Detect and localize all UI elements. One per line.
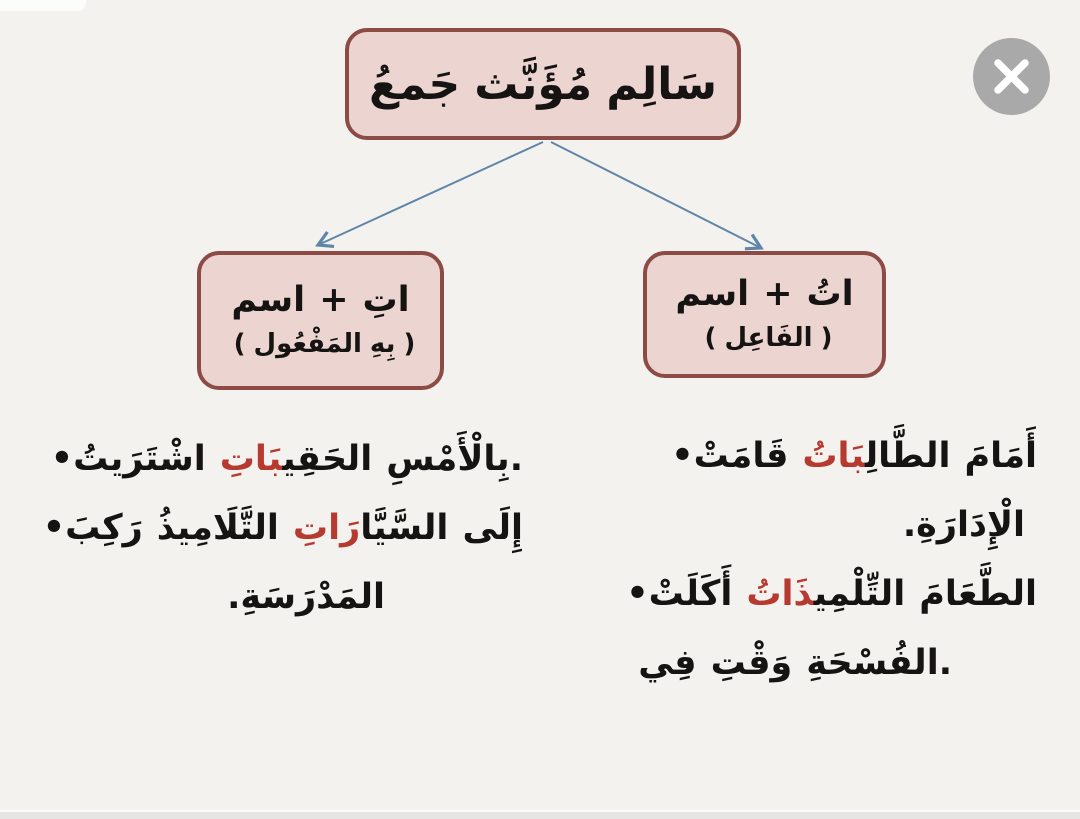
branch-role-text: ( الفَاعِل )	[704, 322, 833, 353]
close-button[interactable]	[973, 38, 1050, 115]
title-box	[345, 28, 741, 140]
example-line: • أَكَلَتْ التِّلْمِيذَاتُ الطَّعَامَ	[626, 573, 1037, 614]
arrow-to-right-branch	[551, 142, 761, 248]
bottom-bar	[0, 810, 1080, 819]
branch-box-subject	[643, 251, 886, 378]
example-line: • قَامَتْ الطَّالِبَاتُ أَمَامَ	[671, 435, 1037, 476]
page-corner	[0, 0, 86, 11]
examples-subject-column	[517, 421, 1037, 697]
example-line: • اشْتَرَيتُ الحَقِيبَاتِ بِالْأَمْسِ .	[50, 438, 523, 479]
branch-rule-text: اسم + اتُ	[675, 274, 854, 315]
examples-object-column	[3, 424, 523, 631]
x-icon	[973, 38, 1050, 115]
example-line: • رَكِبَ التَّلَامِيذُ السَّيَّارَاتِ إِلَى	[42, 507, 523, 548]
example-line: الْإِدَارَةِ.	[902, 504, 1025, 545]
title-text: جَمعُ مُؤَنَّث سَالِم	[368, 58, 718, 110]
branch-box-object	[197, 251, 444, 390]
branch-rule-text: اسم + اتِ	[231, 280, 410, 321]
branch-role-text: ( المَفْعُول بِهِ )	[233, 328, 416, 359]
example-line: فِي وَقْتِ الفُسْحَةِ .	[638, 642, 952, 683]
example-line: المَدْرَسَةِ.	[227, 576, 385, 617]
arrow-to-left-branch	[318, 142, 543, 245]
